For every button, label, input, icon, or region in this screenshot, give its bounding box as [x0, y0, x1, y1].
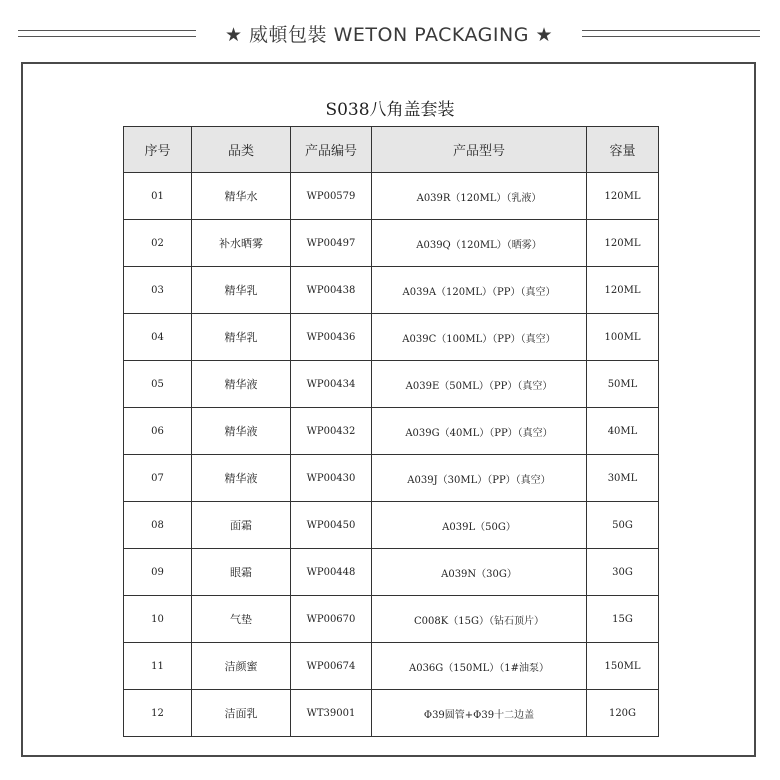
cell-capacity: 100ML — [587, 314, 659, 361]
product-table — [123, 126, 659, 737]
cell-model: A039L（50G） — [372, 502, 587, 549]
column-header-category: 品类 — [192, 127, 291, 173]
cell-index: 04 — [124, 314, 192, 361]
cell-model: A039G（40ML）（PP）（真空） — [372, 408, 587, 455]
cell-model: A039A（120ML）（PP）（真空） — [372, 267, 587, 314]
column-header-index: 序号 — [124, 127, 192, 173]
cell-product-code: WP00670 — [291, 596, 372, 643]
cell-category: 补水晒雾 — [192, 220, 291, 267]
cell-capacity: 30ML — [587, 455, 659, 502]
table-row — [124, 690, 659, 737]
table-row — [124, 314, 659, 361]
cell-product-code: WP00432 — [291, 408, 372, 455]
cell-index: 06 — [124, 408, 192, 455]
cell-index: 03 — [124, 267, 192, 314]
cell-product-code: WP00434 — [291, 361, 372, 408]
cell-product-code: WP00674 — [291, 643, 372, 690]
cell-category: 精华水 — [192, 173, 291, 220]
cell-category: 洁面乳 — [192, 690, 291, 737]
cell-model: Φ39圆管+Φ39十二边盖 — [372, 690, 587, 737]
cell-capacity: 50G — [587, 502, 659, 549]
cell-index: 11 — [124, 643, 192, 690]
brand-header — [0, 18, 780, 48]
cell-product-code: WT39001 — [291, 690, 372, 737]
cell-category: 精华液 — [192, 408, 291, 455]
column-header-capacity: 容量 — [587, 127, 659, 173]
cell-capacity: 40ML — [587, 408, 659, 455]
cell-model: A039N（30G） — [372, 549, 587, 596]
table-header-row — [124, 127, 659, 173]
cell-product-code: WP00450 — [291, 502, 372, 549]
table-row — [124, 596, 659, 643]
table-row — [124, 267, 659, 314]
cell-model: A039Q（120ML）（晒雾） — [372, 220, 587, 267]
table-row — [124, 455, 659, 502]
cell-model: A039E（50ML）（PP）（真空） — [372, 361, 587, 408]
cell-category: 精华乳 — [192, 267, 291, 314]
brand-title: ★ 威頓包裝 WETON PACKAGING ★ — [224, 24, 553, 46]
table-row — [124, 502, 659, 549]
table-row — [124, 220, 659, 267]
cell-model: C008K（15G）（钻石顶片） — [372, 596, 587, 643]
cell-capacity: 30G — [587, 549, 659, 596]
header-rule-left — [18, 30, 196, 37]
cell-index: 01 — [124, 173, 192, 220]
cell-category: 眼霜 — [192, 549, 291, 596]
cell-capacity: 15G — [587, 596, 659, 643]
cell-product-code: WP00448 — [291, 549, 372, 596]
cell-index: 09 — [124, 549, 192, 596]
cell-capacity: 120ML — [587, 173, 659, 220]
cell-product-code: WP00430 — [291, 455, 372, 502]
cell-index: 10 — [124, 596, 192, 643]
cell-model: A036G（150ML）（1#油泵） — [372, 643, 587, 690]
cell-capacity: 120ML — [587, 220, 659, 267]
cell-category: 面霜 — [192, 502, 291, 549]
column-header-product-code: 产品编号 — [291, 127, 372, 173]
cell-index: 08 — [124, 502, 192, 549]
cell-capacity: 150ML — [587, 643, 659, 690]
cell-product-code: WP00579 — [291, 173, 372, 220]
cell-category: 气垫 — [192, 596, 291, 643]
cell-index: 05 — [124, 361, 192, 408]
table-row — [124, 549, 659, 596]
header-rule-right — [582, 30, 760, 37]
cell-category: 洁颜蜜 — [192, 643, 291, 690]
cell-model: A039R（120ML）（乳液） — [372, 173, 587, 220]
cell-category: 精华液 — [192, 361, 291, 408]
cell-capacity: 120G — [587, 690, 659, 737]
cell-capacity: 120ML — [587, 267, 659, 314]
cell-index: 07 — [124, 455, 192, 502]
table-title: S038八角盖套装 — [325, 100, 455, 120]
cell-product-code: WP00438 — [291, 267, 372, 314]
cell-product-code: WP00436 — [291, 314, 372, 361]
cell-category: 精华乳 — [192, 314, 291, 361]
cell-category: 精华液 — [192, 455, 291, 502]
column-header-model: 产品型号 — [372, 127, 587, 173]
cell-product-code: WP00497 — [291, 220, 372, 267]
table-row — [124, 361, 659, 408]
table-row — [124, 408, 659, 455]
table-row — [124, 643, 659, 690]
table-row — [124, 173, 659, 220]
cell-capacity: 50ML — [587, 361, 659, 408]
cell-index: 12 — [124, 690, 192, 737]
cell-index: 02 — [124, 220, 192, 267]
cell-model: A039J（30ML）（PP）（真空） — [372, 455, 587, 502]
cell-model: A039C（100ML）（PP）（真空） — [372, 314, 587, 361]
